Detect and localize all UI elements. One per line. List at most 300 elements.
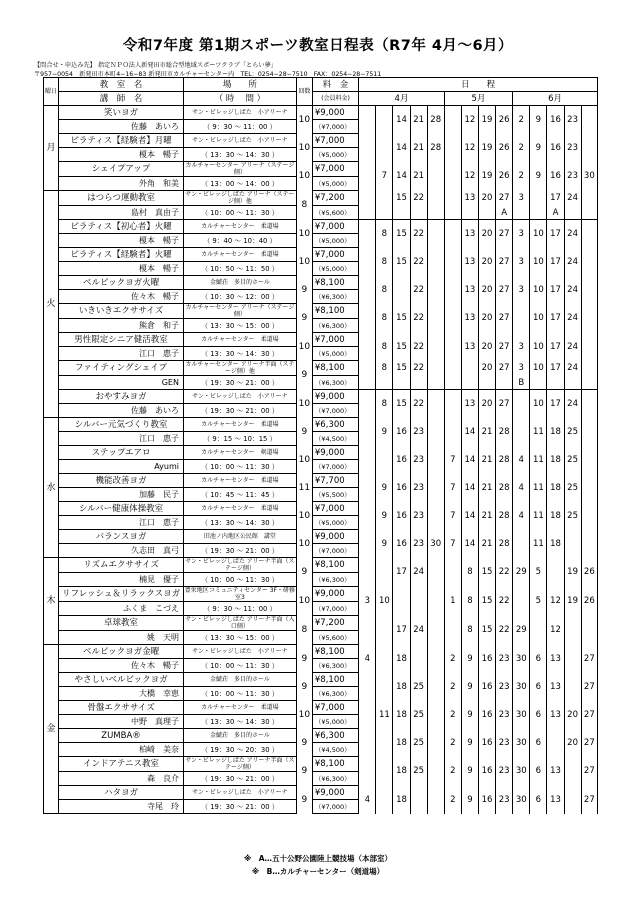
schedule-date: 14 <box>461 446 478 474</box>
schedule-mark <box>478 206 495 220</box>
schedule-date: 13 <box>461 333 478 361</box>
class-row <box>44 729 598 743</box>
schedule-date: 20 <box>478 248 495 276</box>
schedule-date <box>444 106 461 134</box>
class-instructor: 佐藤 あいろ <box>59 120 184 134</box>
schedule-date: 28 <box>427 134 444 162</box>
schedule-date <box>410 786 427 814</box>
schedule-date <box>376 558 393 587</box>
class-time: （ 9：30 〜 11：00 ） <box>183 602 296 616</box>
schedule-date: 23 <box>410 502 427 530</box>
class-name: 卓球教室 <box>59 616 184 631</box>
schedule-date: 24 <box>564 304 581 333</box>
schedule-date: 17 <box>547 220 564 248</box>
class-fee: ¥9,000 <box>312 786 358 800</box>
class-instructor: 中野 真理子 <box>59 715 184 729</box>
schedule-date: 28 <box>496 474 513 502</box>
schedule-date <box>427 701 444 729</box>
schedule-date: 16 <box>393 418 410 446</box>
schedule-date: 24 <box>410 558 427 587</box>
schedule-date: 22 <box>410 304 427 333</box>
schedule-date: 3 <box>359 587 376 616</box>
schedule-date <box>427 673 444 701</box>
class-count: 10 <box>296 530 312 558</box>
class-row <box>44 673 598 687</box>
schedule-date <box>444 134 461 162</box>
schedule-mark <box>564 376 581 390</box>
schedule-date: 3 <box>513 361 530 376</box>
schedule-date <box>581 418 597 446</box>
schedule-date: 14 <box>461 530 478 558</box>
class-member-fee: （¥5,600） <box>312 206 358 220</box>
day-label: 水 <box>44 418 59 558</box>
class-member-fee: （¥6,300） <box>312 573 358 587</box>
schedule-date: 8 <box>461 558 478 587</box>
schedule-date: 23 <box>496 701 513 729</box>
class-venue: カルチャーセンター 柔道場 <box>183 418 296 432</box>
schedule-date <box>393 587 410 616</box>
schedule-date: 21 <box>478 474 495 502</box>
schedule-mark <box>359 376 376 390</box>
class-member-fee: （¥6,300） <box>312 659 358 673</box>
class-count: 10 <box>296 390 312 418</box>
schedule-date: 20 <box>478 361 495 376</box>
schedule-date: 6 <box>530 757 547 786</box>
schedule-mark <box>427 206 444 220</box>
schedule-date: 26 <box>581 558 597 587</box>
schedule-date: 24 <box>564 220 581 248</box>
class-row <box>44 757 598 772</box>
schedule-date: 16 <box>478 786 495 814</box>
class-venue: 豊栄地区コミュニティセンター 3F・研修室3 <box>184 587 296 601</box>
schedule-date: 25 <box>410 673 427 701</box>
schedule-date: 16 <box>393 446 410 474</box>
schedule-date: 23 <box>564 106 581 134</box>
schedule-date: 18 <box>393 786 410 814</box>
schedule-date: 7 <box>444 502 461 530</box>
class-venue: カルチャーセンター アリーナ（ステージ側） <box>185 304 295 318</box>
schedule-date: 24 <box>564 333 581 361</box>
class-member-fee: （¥5,600） <box>312 631 358 645</box>
schedule-mark <box>530 206 547 220</box>
schedule-date: 10 <box>530 390 547 418</box>
schedule-date: 23 <box>564 134 581 162</box>
schedule-date: 13 <box>547 701 564 729</box>
class-instructor: 森 良介 <box>59 772 184 786</box>
schedule-date: 15 <box>393 248 410 276</box>
class-member-fee: （¥6,300） <box>312 290 358 304</box>
schedule-date: 30 <box>513 786 530 814</box>
class-count: 9 <box>296 673 312 701</box>
class-count: 10 <box>296 220 312 248</box>
class-row <box>44 248 598 262</box>
schedule-date <box>427 446 444 474</box>
schedule-date: 14 <box>393 162 410 191</box>
class-instructor: GEN <box>59 376 184 390</box>
schedule-date <box>359 729 376 757</box>
class-member-fee: （¥4,500） <box>312 432 358 446</box>
schedule-date: 20 <box>564 701 581 729</box>
schedule-date: 22 <box>496 616 513 645</box>
class-member-fee: （¥5,000） <box>312 234 358 248</box>
schedule-date: 23 <box>496 786 513 814</box>
schedule-date: 28 <box>496 446 513 474</box>
schedule-date: 23 <box>410 474 427 502</box>
class-name: はつらつ運動教室 <box>59 191 184 206</box>
class-count: 10 <box>296 446 312 474</box>
schedule-date: 24 <box>410 616 427 645</box>
schedule-date: 16 <box>478 673 495 701</box>
schedule-date: 17 <box>547 361 564 376</box>
class-row <box>44 333 598 347</box>
class-row <box>44 786 598 800</box>
schedule-date: 19 <box>564 558 581 587</box>
schedule-date: 18 <box>393 645 410 673</box>
class-fee: ¥6,300 <box>312 418 358 432</box>
schedule-date: 16 <box>478 757 495 786</box>
schedule-date <box>427 361 444 376</box>
schedule-date: 17 <box>547 304 564 333</box>
class-venue: サン・ビレッジしばた 小アリーナ <box>183 645 296 659</box>
class-time: （ 10：00 〜 11：30 ） <box>183 460 296 474</box>
class-instructor: 加藤 民子 <box>59 488 184 502</box>
contact-line-2: 〒957−0054 新発田市本町4−16−83 新発田市カルチャーセンター内 TEL：0254−28−7510 FAX：0254−28−7511 <box>34 71 382 78</box>
class-venue: サン・ビレッジしばた 小アリーナ <box>183 106 296 120</box>
schedule-date <box>444 390 461 418</box>
class-instructor: 榎本 暢子 <box>59 262 184 276</box>
class-fee: ¥7,200 <box>312 191 358 206</box>
schedule-date: 9 <box>461 673 478 701</box>
schedule-date: 30 <box>581 162 597 191</box>
class-count: 10 <box>296 134 312 162</box>
class-fee: ¥7,000 <box>312 248 358 262</box>
schedule-date <box>581 134 597 162</box>
class-member-fee: （¥4,500） <box>312 743 358 757</box>
class-fee: ¥9,000 <box>312 530 358 544</box>
header-instructor: 講 師 名 <box>59 92 184 106</box>
class-time: （ 13：30 〜 14：30 ） <box>183 347 296 361</box>
schedule-date: 22 <box>496 587 513 616</box>
schedule-date: 20 <box>564 729 581 757</box>
schedule-date: 16 <box>393 502 410 530</box>
schedule-date: 8 <box>376 361 393 376</box>
schedule-date: 15 <box>393 333 410 361</box>
class-venue: サン・ビレッジしばた 小アリーナ <box>183 786 296 800</box>
class-name: 男性限定シニア健活教室 <box>59 333 184 347</box>
class-time: （ 13：30 〜 14：30 ） <box>183 715 296 729</box>
schedule-date: 22 <box>496 558 513 587</box>
schedule-date: 20 <box>478 390 495 418</box>
class-count: 9 <box>296 757 312 786</box>
schedule-date: 17 <box>393 616 410 645</box>
schedule-date: 23 <box>496 757 513 786</box>
class-member-fee: （¥5,000） <box>312 262 358 276</box>
schedule-date <box>581 276 597 304</box>
schedule-date: 29 <box>513 616 530 645</box>
class-count: 9 <box>296 645 312 673</box>
schedule-date: 3 <box>513 276 530 304</box>
schedule-date <box>427 587 444 616</box>
schedule-date: 28 <box>496 502 513 530</box>
schedule-date: 27 <box>496 333 513 361</box>
schedule-date: 9 <box>461 645 478 673</box>
schedule-date <box>359 558 376 587</box>
schedule-date: 18 <box>547 418 564 446</box>
schedule-date: 26 <box>496 106 513 134</box>
class-fee: ¥7,000 <box>312 333 358 347</box>
schedule-date <box>581 333 597 361</box>
schedule-date <box>564 673 581 701</box>
schedule-date: 18 <box>547 530 564 558</box>
schedule-date: 26 <box>496 162 513 191</box>
class-time: （ 13：00 〜 14：00 ） <box>183 177 296 191</box>
schedule-date <box>359 390 376 418</box>
schedule-date: 26 <box>496 134 513 162</box>
schedule-date <box>427 390 444 418</box>
schedule-date: 16 <box>547 162 564 191</box>
schedule-date <box>444 616 461 645</box>
class-member-fee: （¥7,000） <box>312 602 358 616</box>
class-name: ピラティス【初心者】火曜 <box>59 220 184 234</box>
schedule-date <box>359 276 376 304</box>
schedule-date: 2 <box>444 786 461 814</box>
schedule-date: 10 <box>530 248 547 276</box>
schedule-date: 21 <box>478 418 495 446</box>
class-venue: 金鯱荘 多目的ホール <box>183 729 296 743</box>
schedule-date <box>564 530 581 558</box>
schedule-date: 27 <box>496 304 513 333</box>
schedule-date <box>427 248 444 276</box>
schedule-date: 25 <box>410 729 427 757</box>
schedule-date <box>427 220 444 248</box>
class-fee: ¥8,100 <box>312 304 358 319</box>
schedule-date <box>581 390 597 418</box>
schedule-date <box>444 220 461 248</box>
schedule-date <box>376 191 393 206</box>
class-member-fee: （¥5,000） <box>312 347 358 361</box>
header-fee: 料 金 <box>312 78 358 92</box>
class-venue: サン・ビレッジしばた アリーナ半面（入口側） <box>185 616 295 630</box>
schedule-date: 16 <box>547 106 564 134</box>
class-fee: ¥9,000 <box>312 587 358 602</box>
schedule-date: 30 <box>513 757 530 786</box>
schedule-date <box>427 333 444 361</box>
schedule-date <box>359 220 376 248</box>
class-instructor: 佐々木 暢子 <box>59 659 184 673</box>
schedule-date <box>359 134 376 162</box>
schedule-date <box>376 757 393 786</box>
schedule-date <box>581 106 597 134</box>
class-count: 10 <box>296 333 312 361</box>
schedule-date: 6 <box>530 673 547 701</box>
class-count: 9 <box>296 304 312 333</box>
schedule-mark <box>393 206 410 220</box>
schedule-date: 20 <box>478 304 495 333</box>
class-row <box>44 276 598 290</box>
schedule-date: 23 <box>496 645 513 673</box>
schedule-date: 2 <box>513 134 530 162</box>
schedule-date: 16 <box>478 645 495 673</box>
class-venue: カルチャーセンター 剣道場 <box>183 446 296 460</box>
schedule-date: 13 <box>547 673 564 701</box>
schedule-date: 4 <box>513 446 530 474</box>
class-row-sub <box>44 376 598 390</box>
schedule-date: 30 <box>513 673 530 701</box>
schedule-date: 2 <box>444 701 461 729</box>
schedule-mark <box>564 206 581 220</box>
schedule-mark <box>547 376 564 390</box>
class-count: 10 <box>296 587 312 616</box>
header-time: （ 時 間 ） <box>183 92 296 106</box>
schedule-date: 25 <box>410 701 427 729</box>
header-month-june: 6月 <box>513 92 598 106</box>
schedule-date: 9 <box>376 502 393 530</box>
class-member-fee: （¥6,300） <box>312 319 358 333</box>
schedule-date: 22 <box>410 248 427 276</box>
schedule-date <box>547 558 564 587</box>
class-venue: カルチャーセンター 柔道場 <box>183 333 296 347</box>
schedule-date <box>513 418 530 446</box>
schedule-date <box>410 645 427 673</box>
schedule-date: 25 <box>564 446 581 474</box>
schedule-date: 30 <box>513 645 530 673</box>
schedule-date: 13 <box>461 248 478 276</box>
schedule-date <box>444 558 461 587</box>
class-count: 9 <box>296 729 312 757</box>
schedule-date: 9 <box>376 418 393 446</box>
schedule-date: 18 <box>393 757 410 786</box>
class-count: 8 <box>296 616 312 645</box>
schedule-date: 27 <box>496 248 513 276</box>
class-time: （ 13：30 〜 15：00 ） <box>183 631 296 645</box>
schedule-date: 14 <box>461 418 478 446</box>
schedule-date <box>564 757 581 786</box>
footnote-b: ※ B…カルチャーセンター（剣道場） <box>251 867 385 876</box>
schedule-date: 8 <box>376 333 393 361</box>
schedule-date: 13 <box>461 276 478 304</box>
schedule-date: 6 <box>530 786 547 814</box>
schedule-date: 27 <box>496 361 513 376</box>
schedule-date: 18 <box>547 502 564 530</box>
schedule-date <box>581 248 597 276</box>
schedule-date <box>427 502 444 530</box>
schedule-date: 11 <box>530 530 547 558</box>
schedule-date: 21 <box>478 502 495 530</box>
footnote-a: ※ A…五十公野公園陸上競技場（本部室） <box>243 854 393 863</box>
schedule-date <box>359 530 376 558</box>
schedule-mark <box>427 376 444 390</box>
class-name: おやすみヨガ <box>59 390 184 404</box>
schedule-date: 8 <box>376 304 393 333</box>
schedule-date <box>393 276 410 304</box>
schedule-date: 15 <box>393 220 410 248</box>
schedule-date: 19 <box>478 162 495 191</box>
schedule-date: 27 <box>581 645 597 673</box>
class-venue: 金鯱荘 多目的ホール <box>183 276 296 290</box>
schedule-mark <box>581 376 597 390</box>
class-member-fee: （¥5,000） <box>312 177 358 191</box>
schedule-date <box>581 304 597 333</box>
schedule-date: 7 <box>444 446 461 474</box>
schedule-date <box>359 757 376 786</box>
class-fee: ¥7,000 <box>312 220 358 234</box>
schedule-date: 5 <box>530 558 547 587</box>
class-fee: ¥7,000 <box>312 701 358 715</box>
schedule-date: 17 <box>547 333 564 361</box>
class-venue: サン・ビレッジしばた アリーナ半面（ステージ側） <box>185 757 295 771</box>
schedule-date: 2 <box>513 162 530 191</box>
class-venue: サン・ビレッジしばた アリーナ（ステージ側）他 <box>185 191 295 205</box>
class-row <box>44 418 598 432</box>
schedule-date: 9 <box>461 757 478 786</box>
schedule-date: 14 <box>461 502 478 530</box>
schedule-date: 18 <box>547 474 564 502</box>
class-fee: ¥9,000 <box>312 390 358 404</box>
class-fee: ¥8,100 <box>312 757 358 772</box>
schedule-mark <box>581 206 597 220</box>
schedule-date <box>359 361 376 376</box>
schedule-date <box>581 474 597 502</box>
day-label: 月 <box>44 106 59 191</box>
schedule-date: 24 <box>564 361 581 376</box>
class-member-fee: （¥7,000） <box>312 120 358 134</box>
class-venue: サン・ビレッジしばた 小アリーナ <box>183 134 296 148</box>
class-time: （ 19：30 〜 21：00 ） <box>183 544 296 558</box>
class-name: ベルビックヨガ火曜 <box>59 276 184 290</box>
class-row <box>44 191 598 206</box>
schedule-mark <box>376 376 393 390</box>
class-row <box>44 106 598 120</box>
schedule-date: 3 <box>513 191 530 206</box>
schedule-date <box>359 418 376 446</box>
page-title: 令和7年度 第1期スポーツ教室日程表（R7年 4月〜6月） <box>122 38 514 54</box>
schedule-date <box>444 191 461 206</box>
schedule-date: 13 <box>547 757 564 786</box>
class-instructor: 大橋 幸恵 <box>59 687 184 701</box>
day-label: 火 <box>44 191 59 418</box>
schedule-date: 8 <box>376 220 393 248</box>
schedule-date: 24 <box>564 248 581 276</box>
class-member-fee: （¥6,300） <box>312 772 358 786</box>
schedule-date: 15 <box>393 361 410 376</box>
schedule-date <box>581 502 597 530</box>
schedule-date <box>359 502 376 530</box>
day-label: 金 <box>44 645 59 814</box>
schedule-date: 23 <box>496 729 513 757</box>
schedule-date: 10 <box>530 304 547 333</box>
schedule-date <box>564 786 581 814</box>
class-count: 8 <box>296 191 312 220</box>
class-count: 9 <box>296 418 312 446</box>
schedule-date: 6 <box>530 701 547 729</box>
schedule-date <box>427 729 444 757</box>
schedule-date <box>513 587 530 616</box>
class-time: （ 10：30 〜 12：00 ） <box>183 290 296 304</box>
class-instructor: 佐藤 あいろ <box>59 404 184 418</box>
class-fee: ¥8,100 <box>312 361 358 376</box>
class-name: リフレッシュ＆リラックスヨガ <box>59 587 184 602</box>
class-name: バランスヨガ <box>59 530 184 544</box>
schedule-date <box>444 361 461 376</box>
schedule-date: 5 <box>530 587 547 616</box>
schedule-date: 7 <box>444 474 461 502</box>
schedule-date: 7 <box>376 162 393 191</box>
class-name: 笑いヨガ <box>59 106 184 120</box>
schedule-date: 15 <box>478 558 495 587</box>
schedule-date <box>427 616 444 645</box>
schedule-date <box>513 304 530 333</box>
schedule-date: 10 <box>530 333 547 361</box>
